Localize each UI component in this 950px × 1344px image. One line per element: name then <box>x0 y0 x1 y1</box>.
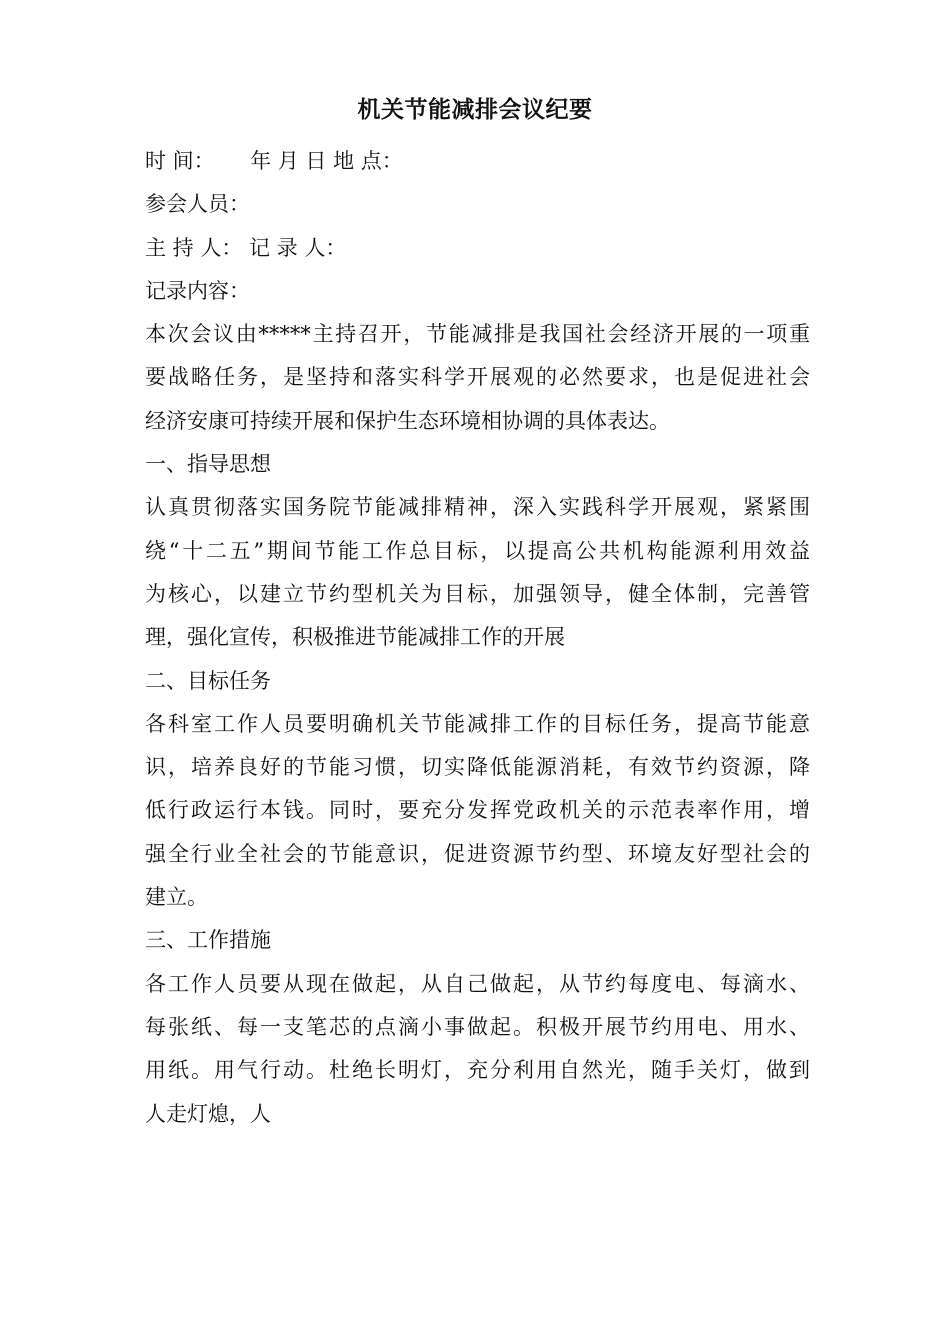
paragraph-line: 人走灯熄，人 <box>145 1101 271 1126</box>
paragraph-line: 低行政运行本钱。同时，要充分发挥党政机关的示范表率作用，增 <box>145 798 810 823</box>
paragraph-line: 建立。 <box>145 885 208 910</box>
content-label: 记录内容： <box>145 278 250 303</box>
paragraph-line: 绕“十二五”期间节能工作总目标，以提高公共机构能源利用效益 <box>145 538 810 563</box>
attendees-label: 参会人员： <box>145 192 250 217</box>
date-placeholder: 年 月 日 <box>250 149 327 173</box>
paragraph-line: 各工作人员要从现在做起，从自己做起，从节约每度电、每滴水、 <box>145 971 810 996</box>
intro-line: 本次会议由*****主持召开，节能减排是我国社会经济开展的一项重 <box>145 322 810 347</box>
document-body <box>145 140 810 1136</box>
intro-line: 经济安康可持续开展和保护生态环境相协调的具体表达。 <box>145 408 670 433</box>
time-place-line <box>145 140 810 183</box>
paragraph-line: 用纸。用气行动。杜绝长明灯，充分利用自然光，随手关灯，做到 <box>145 1058 810 1083</box>
paragraph-line: 理，强化宣传，积极推进节能减排工作的开展 <box>145 625 565 650</box>
host-recorder-line <box>145 227 810 270</box>
section-heading: 二、目标任务 <box>145 668 271 693</box>
time-label: 时 间： <box>145 149 215 173</box>
section-heading: 三、工作措施 <box>145 928 271 953</box>
paragraph-line: 强全行业全社会的节能意识，促进资源节约型、环境友好型社会的 <box>145 841 810 866</box>
paragraph-line: 每张纸、每一支笔芯的点滴小事做起。积极开展节约用电、用水、 <box>145 1014 810 1039</box>
section-heading: 一、指导思想 <box>145 452 271 477</box>
recorder-label: 记 录 人： <box>249 235 347 260</box>
attendees-line <box>145 183 810 226</box>
intro-line: 要战略任务，是坚持和落实科学开展观的必然要求，也是促进社会 <box>145 365 810 390</box>
document-title: 机关节能减排会议纪要 <box>357 96 593 123</box>
content-label-line <box>145 270 810 313</box>
paragraph-line: 认真贯彻落实国务院节能减排精神，深入实践科学开展观，紧紧围 <box>145 495 810 520</box>
place-label: 地 点： <box>333 149 403 173</box>
paragraph-line: 识，培养良好的节能习惯，切实降低能源消耗，有效节约资源，降 <box>145 755 810 780</box>
host-label: 主 持 人： <box>145 235 243 260</box>
paragraph-line: 为核心，以建立节约型机关为目标，加强领导，健全体制，完善管 <box>145 581 810 606</box>
paragraph-line: 各科室工作人员要明确机关节能减排工作的目标任务，提高节能意 <box>145 711 810 736</box>
